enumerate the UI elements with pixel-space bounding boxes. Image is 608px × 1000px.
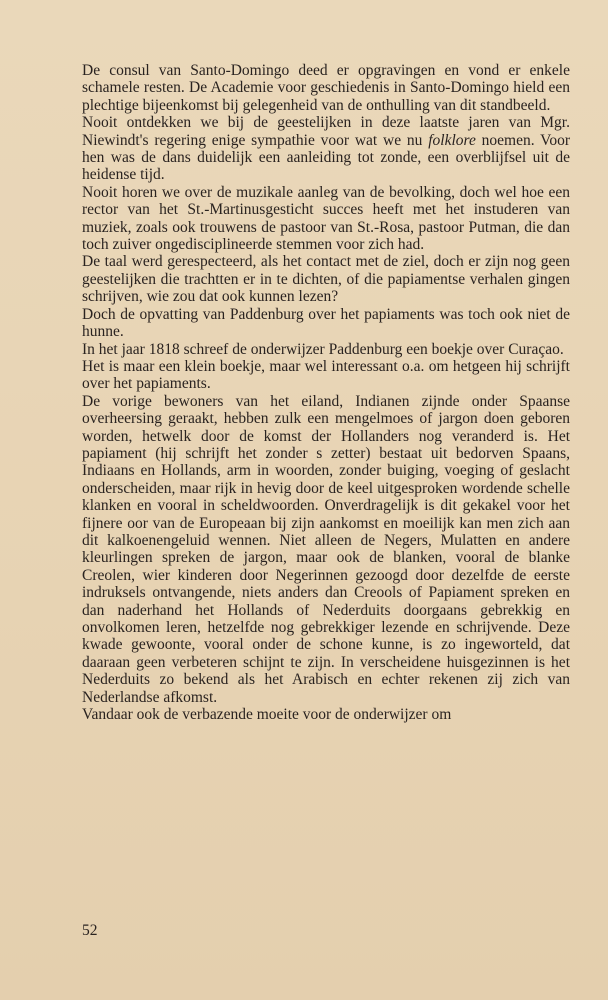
body-text: [82, 62, 570, 723]
paragraph-3: Nooit horen we over de muzikale aanleg van de bevolking, doch wel hoe een rector van het St.-Martinusgesticht succes heeft met het instuderen van muziek, zoals ook trouwens de pastoor van St.-Rosa, pastoor Putman, die dan toch zuiver ongedisciplineerde stemmen voor zich had.: [82, 183, 570, 254]
page-number: 52: [82, 922, 98, 939]
paragraph-2: Nooit ontdekken we bij de geestelijken in deze laatste jaren van Mgr. Niewindt's regering enige sympathie voor wat we nu folklore noemen. Voor hen was de dans duidelijk een aanleiding tot zonde, een overblijfsel uit de heidense tijd.: [82, 114, 570, 184]
paragraph-8: De vorige bewoners van het eiland, Indianen zijnde onder Spaanse overheersing geraakt, hebben zulk een mengelmoes of jargon doen geboren worden, hetwelk door de komst der Hollanders nog veranderd is. Het papiament (hij schrijft het zonder s zetter) bestaat uit bedorven Spaans, Indiaans en Hollands, arm in woorden, zonder buiging, voeging of geslacht onderscheiden, maar rijk in hevig door de keel uitgesproken wordende schelle klanken en vooral in scheldwoorden. Onverdragelijk is dit gekakel voor het fijnere oor van de Europeaan bij zijn aankomst en moeilijk kan men zich aan dit kalkoenengeluid wennen. Niet alleen de Negers, Mulatten en andere kleurlingen spreken de jargon, maar ook de blanken, vooral de blanke Creolen, wier kinderen door Negerinnen gezoogd door dezelfde de eerste indruksels ontvangende, niets anders dan Creools of Papiament spreken en dan naderhand het Hollands of Nederduits doorgaans gebrekkig en onvolkomen leren, hetzelfde nog gebrekkiger lezende en schrijvende. Deze kwade gewoonte, vooral onder de schone kunne, is zo ingeworteld, dat daaraan geen verbeteren schijnt te zijn. In verscheidene huisgezinnen is het Nederduits zo bekend als het Arabisch en echter rekenen zij zich van Nederlandse afkomst.: [82, 392, 570, 706]
paragraph-4: De taal werd gerespecteerd, als het contact met de ziel, doch er zijn nog geen geestelijken die trachtten er in te dichten, of die papiamentse verhalen gingen schrijven, wie zou dat ook kunnen lezen?: [82, 253, 570, 306]
paragraph-6: In het jaar 1818 schreef de onderwijzer Paddenburg een boekje over Curaçao.: [82, 340, 564, 358]
paragraph-5: Doch de opvatting van Paddenburg over het papiaments was toch ook niet de hunne.: [82, 305, 570, 341]
paragraph-7: Het is maar een klein boekje, maar wel interessant o.a. om hetgeen hij schrijft over het papiaments.: [82, 357, 570, 393]
paragraph-1: De consul van Santo-Domingo deed er opgravingen en vond er enkele schamele resten. De Academie voor geschiedenis in Santo-Domingo hield een plechtige bijeenkomst bij gelegenheid van de onthulling van dit standbeeld.: [82, 62, 570, 114]
paragraph-9: Vandaar ook de verbazende moeite voor de onderwijzer om: [82, 706, 452, 724]
